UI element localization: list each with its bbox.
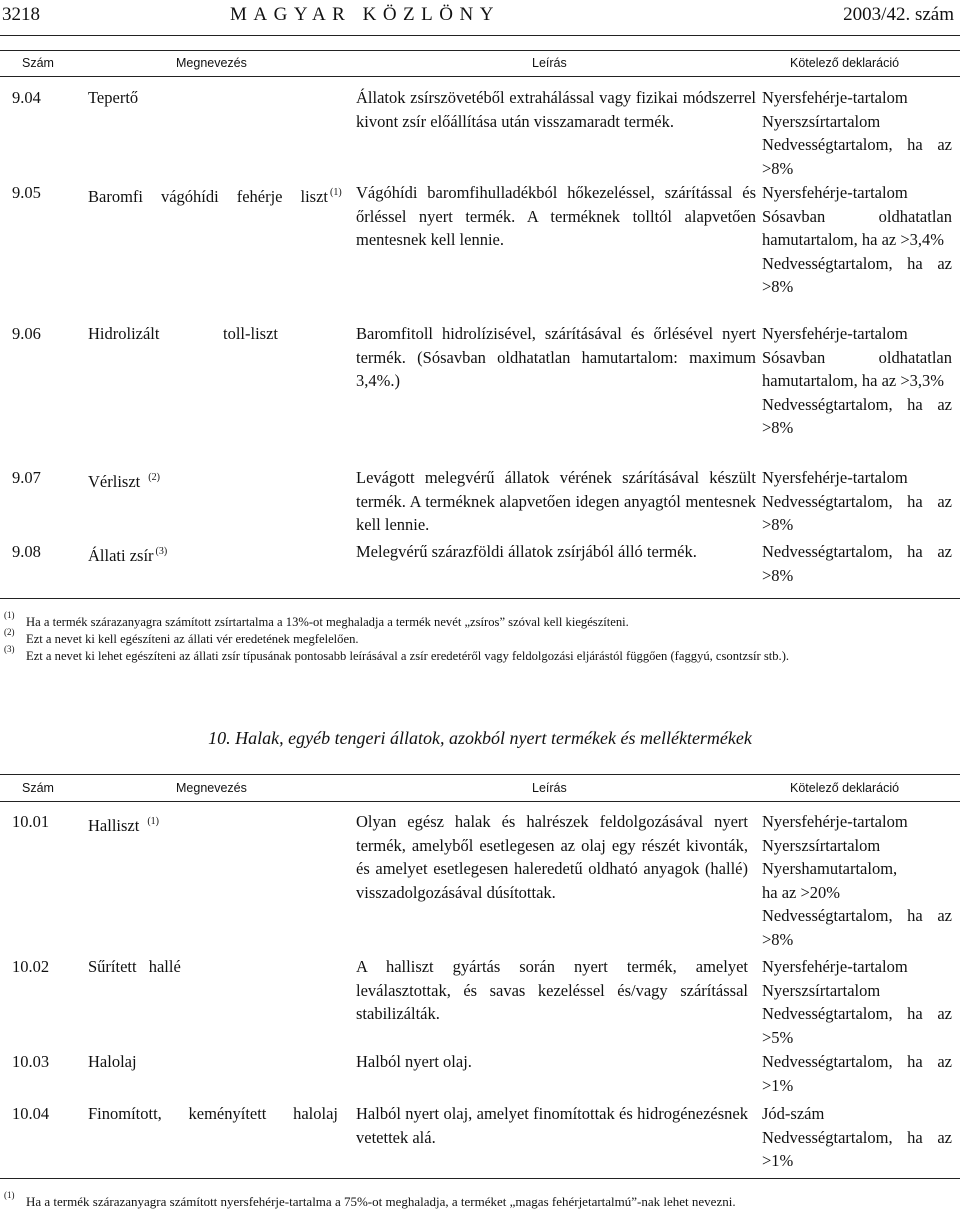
requirement-line: Nyersfehérje-tartalom	[762, 183, 908, 202]
footnote-text: Ha a termék szárazanyagra számított nyersfehérje-tartalma a 75%-ot meghaladja, a terméket „magas fehérjetartalmú”-nak lehet nevezni.	[26, 1194, 736, 1209]
row-name: Vérliszt	[88, 472, 141, 491]
column-header-req: Kötelező deklaráció	[790, 781, 900, 795]
column-header-desc: Leírás	[532, 56, 567, 70]
footnote-mark: (2)	[4, 627, 15, 637]
issue-number: 2003/42. szám	[843, 4, 954, 25]
row-requirements	[762, 466, 952, 537]
column-header-name: Megnevezés	[176, 56, 247, 70]
requirement-line: Nedvességtartalom, ha az >8%	[762, 253, 952, 297]
row-number: 10.01	[12, 812, 50, 831]
row-description: Állatok zsírszövetéből extrahálással vagy fizikai módszerrel kivont zsír előállítása után visszamaradt termék.	[356, 88, 756, 131]
requirement-line: Nedvességtartalom, ha az >8%	[762, 394, 952, 438]
row-name-wrap	[88, 540, 167, 568]
row-description: Levágott melegvérű állatok vérének szárításával készült termék. A terméknek alapvetően idegen anyagtól mentesnek kell lennie.	[356, 468, 756, 535]
row-description: A halliszt gyártás során nyert termék, amelyet leválasztottak, és savas kezeléssel és/vagy szárítással stabilizálták.	[356, 957, 748, 1024]
row-description: Vágóhídi baromfihulladékból hőkezeléssel, szárítással és őrléssel nyert termék. A terméknek tolltól alapvetően mentesnek kell lennie.	[356, 183, 756, 250]
column-header-req: Kötelező deklaráció	[790, 56, 900, 70]
requirement-line: Nedvességtartalom, ha az >8%	[762, 491, 952, 535]
row-name-wrap	[88, 181, 356, 209]
requirement-line: Sósavban oldhatatlan hamutartalom, ha az >3,4%	[762, 206, 952, 250]
row-number: 10.03	[12, 1052, 50, 1071]
row-requirements	[762, 181, 952, 299]
footnote-ref: (3)	[155, 546, 168, 557]
requirement-line: Nyerszsírtartalom	[762, 111, 881, 131]
row-name: Baromfi vágóhídi fehérje liszt	[88, 187, 328, 206]
footnote-mark: (1)	[4, 1190, 15, 1200]
row-requirements	[762, 540, 952, 587]
requirement-line: Nyersfehérje-tartalom	[762, 324, 908, 343]
requirement-line: Nyersfehérje-tartalom	[762, 957, 908, 976]
row-description: Melegvérű szárazföldi állatok zsírjából álló termék.	[356, 542, 697, 561]
page-number: 3218	[2, 4, 40, 25]
row-requirements	[762, 1102, 952, 1173]
row-requirements	[762, 955, 952, 1049]
table-1-bottom-rule	[0, 598, 960, 599]
row-description: Olyan egész halak és halrészek feldolgozásával nyert termék, amelyből esetlegesen az olaj egy részét kivonták, és amelyet esetlegesen haleredetű oldható anyagok (hallé) visszadolgozásával dúsítottak.	[356, 812, 748, 902]
table-2-top-rule	[0, 774, 960, 775]
row-requirements	[762, 86, 952, 180]
footnote-mark: (3)	[4, 644, 15, 654]
row-name: Finomított, keményített halolaj	[88, 1104, 338, 1123]
row-requirements	[762, 810, 952, 952]
footnote-ref: (1)	[147, 816, 159, 827]
row-number: 9.04	[12, 88, 41, 107]
row-number: 10.04	[12, 1104, 50, 1123]
row-number: 10.02	[12, 957, 50, 976]
footnote-mark: (1)	[4, 610, 15, 620]
footnote-ref: (2)	[148, 472, 160, 483]
requirement-line: Sósavban oldhatatlan hamutartalom, ha az >3,3%	[762, 347, 952, 391]
column-header-desc: Leírás	[532, 781, 567, 795]
table-1-top-rule	[0, 50, 960, 51]
requirement-line: Nedvességtartalom, ha az >8%	[762, 906, 952, 949]
row-name: Tepertő	[88, 88, 139, 107]
requirement-line: Nedvességtartalom, ha az >8%	[762, 135, 952, 178]
footnote-ref: (1)	[330, 187, 342, 198]
column-header-num: Szám	[22, 56, 54, 70]
footnote-text: Ha a termék szárazanyagra számított zsírtartalma a 13%-ot meghaladja a termék nevét „zsíros” szóval kell kiegészíteni.	[26, 615, 629, 629]
row-number: 9.06	[12, 324, 41, 343]
requirement-line: Nedvességtartalom, ha az >8%	[762, 542, 952, 585]
row-name: Állati zsír	[88, 546, 154, 565]
requirement-line: Nyersfehérje-tartalom	[762, 812, 908, 831]
requirement-line: Nedvességtartalom, ha az >1%	[762, 1052, 952, 1095]
requirement-line: Nyershamutartalom, ha az >20%	[762, 859, 898, 902]
section-title: 10. Halak, egyéb tengeri állatok, azokból nyert termékek és melléktermékek	[208, 728, 752, 748]
header-rule	[0, 35, 960, 36]
table-1-header-rule	[0, 76, 960, 77]
row-name: Halolaj	[88, 1052, 137, 1071]
row-requirements	[762, 1050, 952, 1097]
requirement-line: Nedvességtartalom, ha az >5%	[762, 1004, 952, 1047]
column-header-name: Megnevezés	[176, 781, 247, 795]
row-name-wrap	[88, 810, 159, 838]
row-requirements	[762, 322, 952, 440]
row-number: 9.08	[12, 542, 41, 561]
requirement-line: Nyerszsírtartalom	[762, 835, 881, 855]
row-description: Baromfitoll hidrolízisével, szárításával és őrlésével nyert termék. (Sósavban oldhatatlan hamutartalom: maximum 3,4%.)	[356, 324, 756, 391]
row-number: 9.05	[12, 183, 41, 202]
table-2-header-rule	[0, 801, 960, 802]
row-name: Hidrolizált toll-liszt	[88, 324, 278, 343]
footnote-text: Ezt a nevet ki kell egészíteni az állati vér eredetének megfelelően.	[26, 632, 359, 646]
table-2-bottom-rule	[0, 1178, 960, 1179]
row-name: Sűrített hallé	[88, 957, 181, 976]
row-description: Halból nyert olaj.	[356, 1052, 472, 1071]
requirement-line: Nyersfehérje-tartalom	[762, 88, 908, 107]
requirement-line: Nedvességtartalom, ha az >1%	[762, 1127, 952, 1171]
column-header-num: Szám	[22, 781, 54, 795]
footnote-text-content: Ezt a nevet ki lehet egészíteni az állati zsír típusának pontosabb leírásával a zsír eredetéről vagy feldolgozási eljárástól függően (faggyú, csontzsír stb.).	[26, 649, 790, 663]
row-number: 9.07	[12, 468, 41, 487]
row-name: Halliszt	[88, 816, 140, 835]
row-name-wrap	[88, 466, 160, 494]
footnote-text	[26, 648, 956, 664]
requirement-line: Jód-szám	[762, 1104, 825, 1123]
journal-title: MAGYAR KÖZLÖNY	[230, 4, 500, 25]
row-description: Halból nyert olaj, amelyet finomítottak és hidrogénezésnek vetettek alá.	[356, 1104, 748, 1147]
requirement-line: Nyerszsírtartalom	[762, 980, 881, 1000]
requirement-line: Nyersfehérje-tartalom	[762, 468, 908, 487]
